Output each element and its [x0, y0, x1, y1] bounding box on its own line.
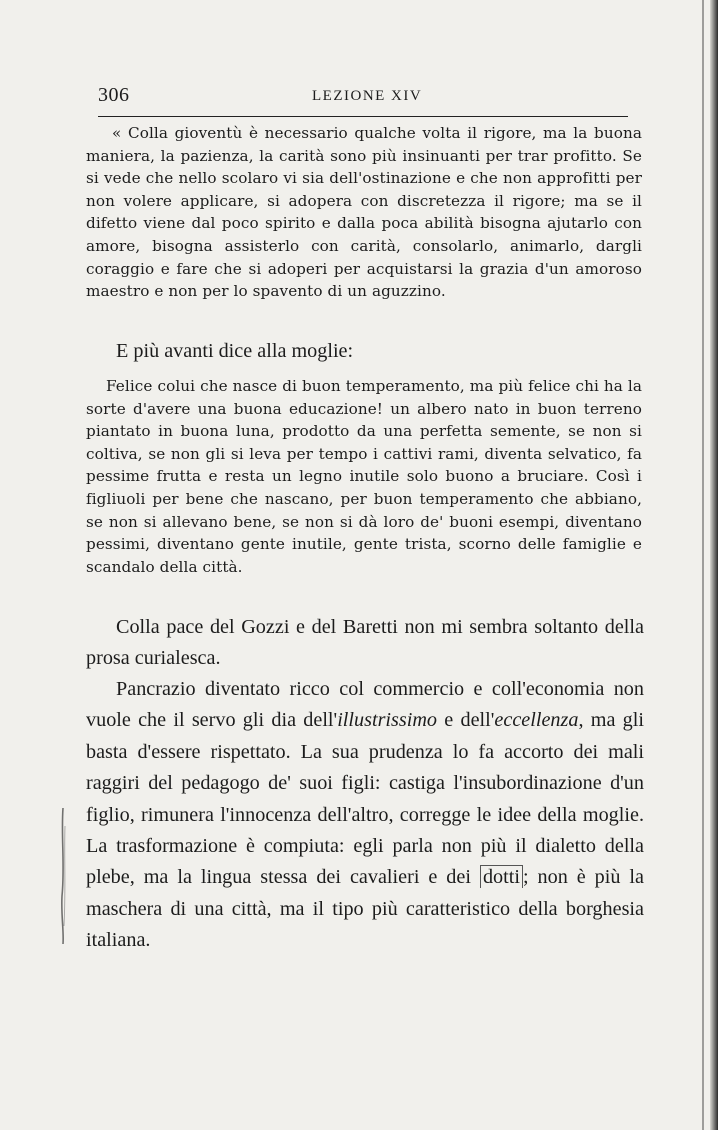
- page-number: 306: [98, 84, 130, 106]
- paragraph-2-boxed-word: dotti: [480, 865, 523, 888]
- lead-in-line: E più avanti dice alla moglie:: [116, 340, 354, 362]
- pencil-margin-mark: [56, 806, 70, 946]
- quotation-1-text: « Colla gioventù è necessario qualche volta il rigore, ma la buona maniera, la pazienza, la carità sono più insinuanti per trar profitto. Se si vede che nello scolaro vi sia dell'ostinazione e che non approfitti per non volere applicare, si adopera con discretezza il rigore; ma se il difetto viene dal poco spirito e dalla poca abilità bisogna ajutarlo con amore, bisogna assisterlo con carità, consolarlo, animarlo, dargli coraggio e fare che si adoperi per acquistarsi la grazia d'un amoroso maestro e non per lo spavento di un aguzzino.: [86, 124, 642, 301]
- paragraph-2-italic-2: eccellenza: [494, 709, 579, 732]
- paragraph-2: [86, 674, 644, 957]
- paragraph-2-part-2: e dell': [437, 709, 495, 732]
- page-header: [98, 84, 628, 114]
- quotation-2-text: Felice colui che nasce di buon temperamento, ma più felice chi ha la sorte d'avere una buona educazione! un albero nato in buon terreno piantato in buona luna, prodotto da una perfetta semente, se non si coltiva, se non gli si leva per tempo i cattivi rami, diventa selvatico, fa pessime frutta e resta un legno inutile solo buono a bruciare. Così i figliuoli per bene che nascano, per buon temperamento che abbiano, se non si allevano bene, se non si dà loro de' buoni esempi, diventano pessimi, diventano gente inutile, gente trista, scorno delle famiglie e scandalo della città.: [86, 377, 642, 576]
- paragraph-2-part-1: Pancrazio diventato ricco col commercio e coll'economia non vuole che il servo gli dia dell': [86, 678, 644, 732]
- page-edge-shadow: [710, 0, 718, 1130]
- quotation-block-2: [86, 375, 642, 578]
- paragraph-2-italic-1: illustrissimo: [337, 709, 438, 732]
- header-rule: [98, 116, 628, 117]
- quotation-block-1: [86, 122, 642, 303]
- page-edge-line: [702, 0, 704, 1130]
- paragraph-2-part-4: ; non è più la maschera di una città, ma il tipo più caratteristico della borghesia italiana.: [86, 866, 644, 952]
- paragraph-1: Colla pace del Gozzi e del Baretti non mi sembra soltanto della prosa curialesca.: [86, 616, 644, 670]
- running-title: LEZIONE XIV: [312, 88, 423, 104]
- paragraph-2-part-3: , ma gli basta d'essere rispettato. La sua prudenza lo fa accorto dei mali raggiri del pedagogo de' suoi figli: castiga l'insubordinazione d'un figlio, rimunera l'innocenza dell'altro, corregge le idee della moglie. La trasformazione è compiuta: egli parla non più il dialetto della plebe, ma la lingua stessa dei cavalieri e dei: [86, 709, 644, 889]
